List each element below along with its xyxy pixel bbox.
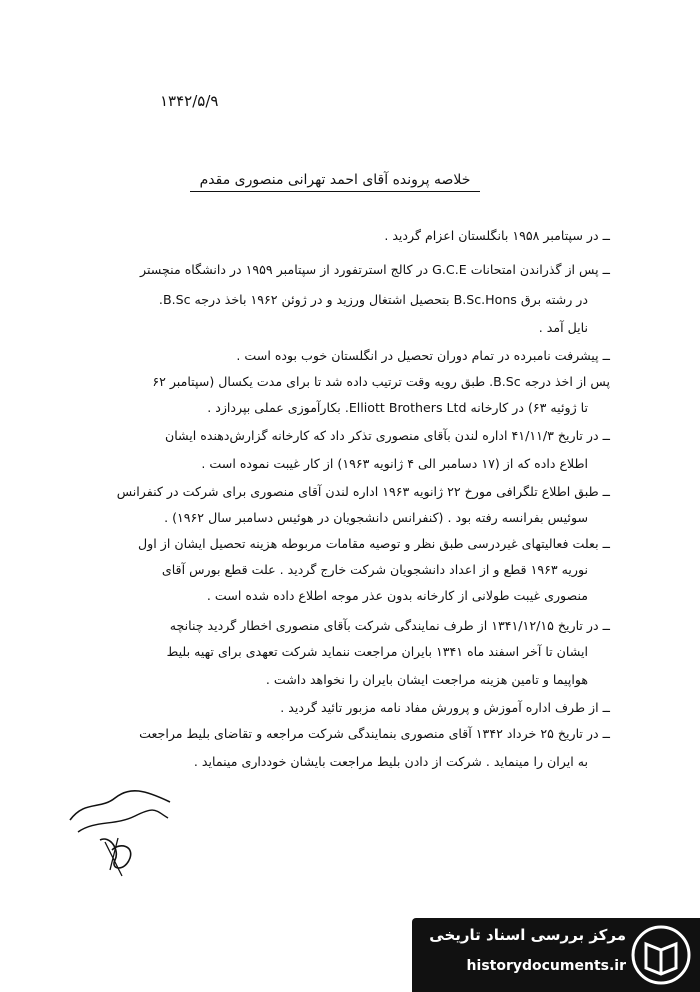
body-line: پس از اخذ درجه B.Sc. طبق رویه وقت ترتیب داده شد تا برای مدت یکسال (سپتامبر ۶۲ bbox=[152, 374, 610, 389]
document-title: خلاصه پرونده آقای احمد تهرانی منصوری مقدم bbox=[190, 172, 480, 192]
body-line: ــ در تاریخ ۴۱/۱۱/۳ اداره لندن بآقای منصوری تذکر داد که کارخانه گزارش‌دهنده ایشان bbox=[164, 428, 610, 443]
body-line: ــ از طرف اداره آموزش و پرورش مفاد نامه مزبور تائید گردید . bbox=[280, 700, 610, 715]
body-line: منصوری غیبت طولانی از کارخانه بدون عذر موجه اطلاع داده شده است . bbox=[206, 588, 588, 603]
watermark-name: مرکز بررسی اسناد تاریخی bbox=[429, 926, 626, 944]
body-line: ــ پس از گذراندن امتحانات G.C.E در کالج استرتفورد از سپتامبر ۱۹۵۹ در دانشگاه منچستر bbox=[140, 262, 610, 277]
body-line: اطلاع داده که از (۱۷ دسامبر الی ۴ ژانویه ۱۹۶۳) از کار غیبت نموده است . bbox=[201, 456, 588, 471]
body-line: هواپیما و تامین هزینه مراجعت ایشان بایران را نخواهد داشت . bbox=[265, 672, 588, 687]
book-icon bbox=[630, 924, 692, 986]
handwritten-signature bbox=[60, 780, 180, 880]
document-date: ۱۳۴۲/۵/۹ bbox=[160, 92, 219, 110]
body-line: نوریه ۱۹۶۳ قطع و از اعداد دانشجویان شرکت خارج گردید . علت قطع بورس آقای bbox=[161, 562, 588, 577]
body-line: ــ در تاریخ ۲۵ خرداد ۱۳۴۲ آقای منصوری بنمایندگی شرکت مراجعه و تقاضای بلیط مراجعت bbox=[139, 726, 610, 741]
body-line: ــ پیشرفت نامبرده در تمام دوران تحصیل در انگلستان خوب بوده است . bbox=[236, 348, 610, 363]
body-line: ــ در تاریخ ۱۳۴۱/۱۲/۱۵ از طرف نمایندگی شرکت بآقای منصوری اخطار گردید چنانچه bbox=[169, 618, 610, 633]
body-line: ــ طبق اطلاع تلگرافی مورخ ۲۲ ژانویه ۱۹۶۳ اداره لندن آقای منصوری برای شرکت در کنفرانس bbox=[116, 484, 610, 499]
body-line: ــ در سپتامبر ۱۹۵۸ بانگلستان اعزام گردید . bbox=[384, 228, 610, 243]
watermark-logo bbox=[412, 918, 700, 992]
body-line: ــ بعلت فعالیتهای غیردرسی طبق نظر و توصیه مقامات مربوطه هزینه تحصیل ایشان از اول bbox=[138, 536, 610, 551]
watermark-url: historydocuments.ir bbox=[466, 958, 626, 974]
body-line: ایشان تا آخر اسفند ماه ۱۳۴۱ بایران مراجعت ننماید شرکت تعهدی برای تهیه بلیط bbox=[166, 644, 588, 659]
body-line: سوئیس بفرانسه رفته بود . (کنفرانس دانشجویان در هوئیس دسامبر سال ۱۹۶۲) . bbox=[164, 510, 588, 525]
body-line: تا ژوئیه ۶۳) در کارخانه Elliott Brothers Ltd. بکارآموزی عملی بپردازد . bbox=[207, 400, 588, 415]
body-line: به ایران را مینماید . شرکت از دادن بلیط مراجعت بایشان خودداری مینماید . bbox=[193, 754, 588, 769]
body-line: در رشته برق B.Sc.Hons بتحصیل اشتغال ورزید و در ژوئن ۱۹۶۲ باخذ درجه B.Sc. bbox=[158, 292, 588, 307]
body-line: نایل آمد . bbox=[538, 320, 588, 335]
